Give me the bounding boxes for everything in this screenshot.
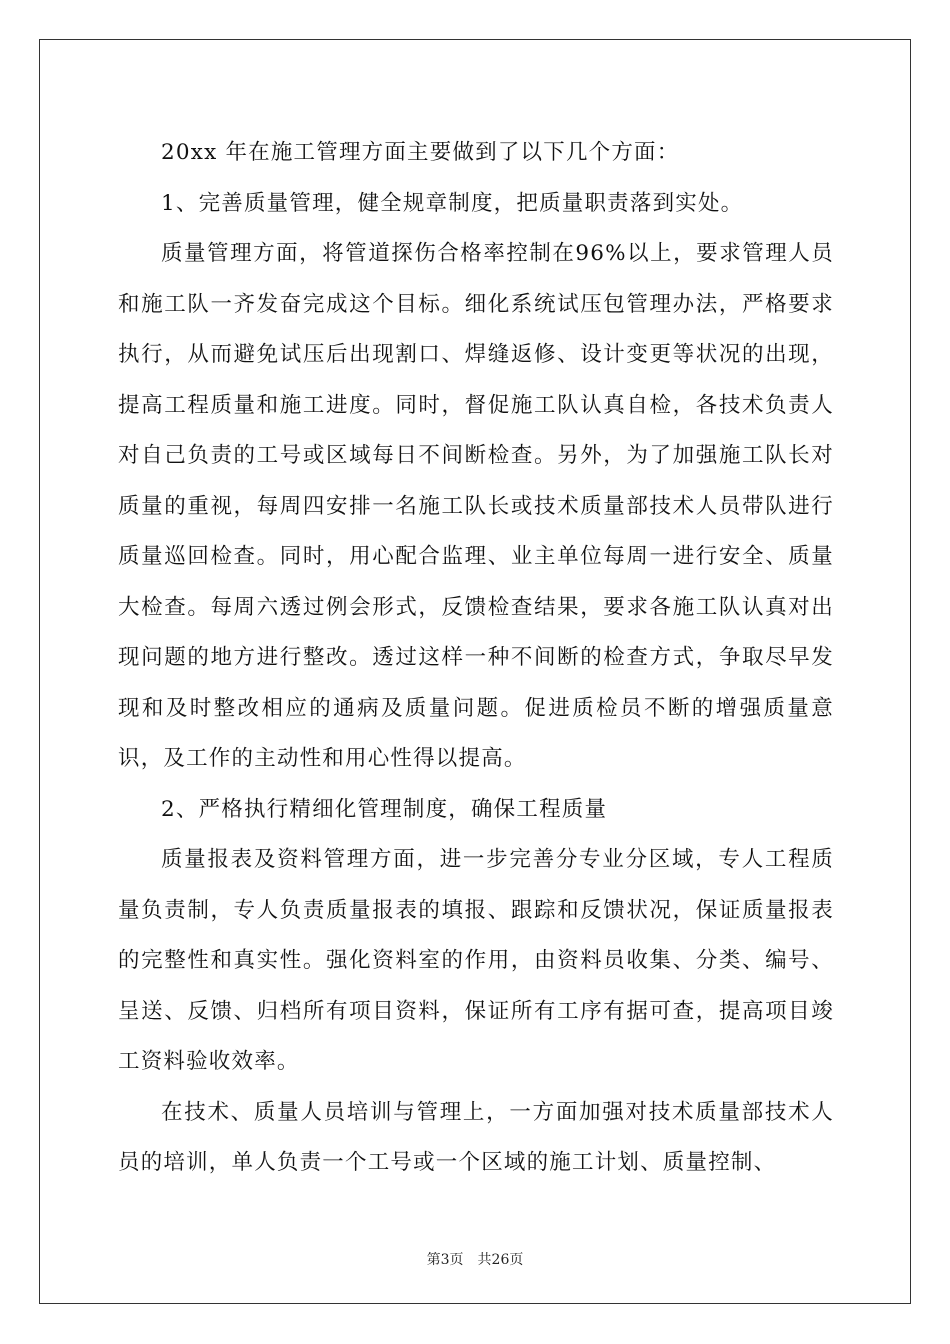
page-footer — [0, 1249, 950, 1269]
paragraph-quality-management: 质量管理方面，将管道探伤合格率控制在96%以上，要求管理人员和施工队一齐发奋完成这个目标。细化系统试压包管理办法，严格要求执行，从而避免试压后出现割口、焊缝返修、设计变更等状况的出现，提高工程质量和施工进度。同时，督促施工队认真自检，各技术负责人对自己负责的工号或区域每日不间断检查。另外，为了加强施工队长对质量的重视，每周四安排一名施工队长或技术质量部技术人员带队进行质量巡回检查。同时，用心配合监理、业主单位每周一进行安全、质量大检查。每周六透过例会形式，反馈检查结果，要求各施工队认真对出现问题的地方进行整改。透过这样一种不间断的检查方式，争取尽早发现和及时整改相应的通病及质量问题。促进质检员不断的增强质量意识，及工作的主动性和用心性得以提高。 — [118, 241, 834, 771]
paragraph-intro: 20xx 年在施工管理方面主要做到了以下几个方面： — [161, 140, 680, 165]
page-total: 共26页 — [477, 1252, 524, 1268]
page-number: 第3页 — [426, 1252, 464, 1268]
document-body — [118, 128, 834, 1189]
heading-item-2: 2、严格执行精细化管理制度，确保工程质量 — [161, 796, 608, 822]
paragraph-staff-training: 在技术、质量人员培训与管理上，一方面加强对技术质量部技术人员的培训，单人负责一个工号或一个区域的施工计划、质量控制、 — [118, 1099, 834, 1175]
heading-item-1: 1、完善质量管理，健全规章制度，把质量职责落到实处。 — [161, 190, 744, 216]
paragraph-quality-reports: 质量报表及资料管理方面，进一步完善分专业分区域，专人工程质量负责制，专人负责质量报表的填报、跟踪和反馈状况，保证质量报表的完整性和真实性。强化资料室的作用，由资料员收集、分类、编号、呈送、反馈、归档所有项目资料，保证所有工序有据可查，提高项目竣工资料验收效率。 — [118, 847, 834, 1074]
